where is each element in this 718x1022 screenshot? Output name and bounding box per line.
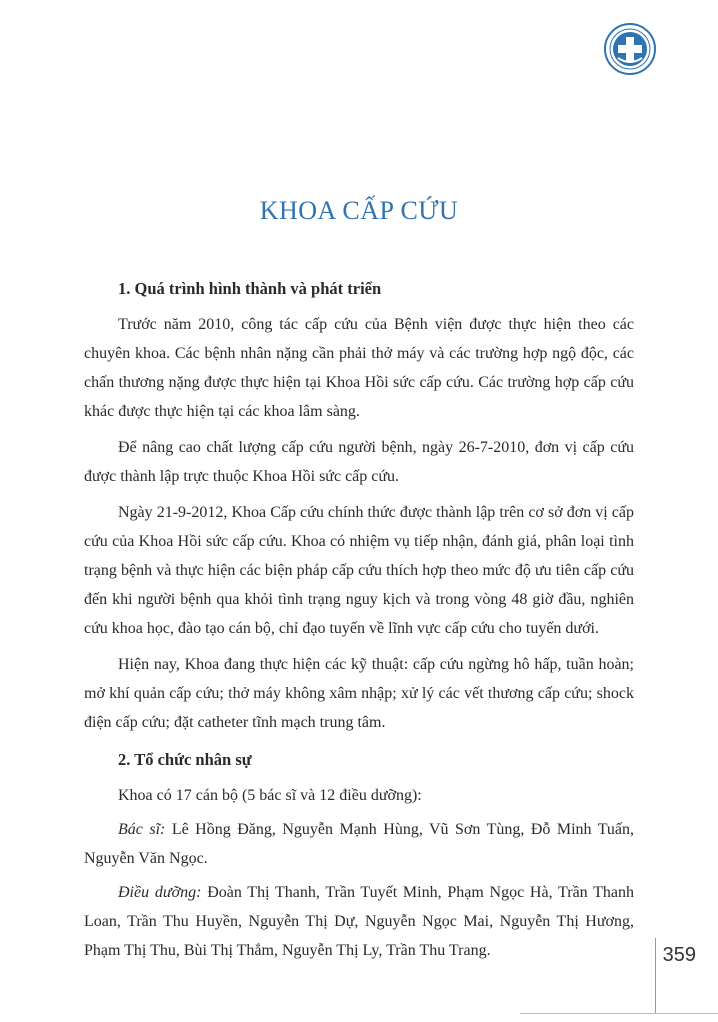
footer-rule: [520, 1013, 718, 1014]
section-heading: 1. Quá trình hình thành và phát triển: [118, 279, 382, 298]
nurses-list: Đoàn Thị Thanh, Trần Tuyết Minh, Phạm Ngọc Hà, Trần Thanh Loan, Trần Thu Huyền, Nguyễn Thị Dự, Nguyễn Ngọc Mai, Nguyễn Thị Hương, Phạm Thị Thu, Bùi Thị Thắm, Nguyễn Thị Ly, Trần Thu Trang.: [84, 884, 635, 959]
page-number: 359: [662, 944, 696, 966]
paragraph: Trước năm 2010, công tác cấp cứu của Bệnh viện được thực hiện theo các chuyên khoa. Các bệnh nhân nặng cần phải thở máy và các trường hợp ngộ độc, các chấn thương nặng được thực hiện tại Khoa Hồi sức cấp cứu. Các trường hợp cấp cứu khác được thực hiện tại các khoa lâm sàng.: [84, 316, 634, 420]
paragraph: Hiện nay, Khoa đang thực hiện các kỹ thuật: cấp cứu ngừng hô hấp, tuần hoàn; mở khí quản cấp cứu; thở máy không xâm nhập; xử lý các vết thương cấp cứu; shock điện cấp cứu; đặt catheter tĩnh mạch trung tâm.: [84, 656, 634, 731]
section-heading: 2. Tổ chức nhân sự: [118, 750, 252, 769]
page-number-divider: [655, 938, 656, 1014]
nurses-label: Điều dưỡng:: [118, 884, 202, 901]
page-title: KHOA CẤP CỨU: [259, 196, 459, 225]
doctors-list: Lê Hồng Đăng, Nguyễn Mạnh Hùng, Vũ Sơn Tùng, Đỗ Minh Tuấn, Nguyễn Văn Ngọc.: [84, 821, 635, 867]
doctors-paragraph: [84, 815, 634, 873]
hospital-cross-seal-icon: [603, 22, 657, 76]
document-body: [84, 276, 634, 970]
paragraph: Khoa có 17 cán bộ (5 bác sĩ và 12 điều dưỡng):: [118, 787, 422, 804]
nurses-paragraph: [84, 878, 634, 965]
doctors-label: Bác sĩ:: [118, 821, 166, 838]
paragraph: Ngày 21-9-2012, Khoa Cấp cứu chính thức được thành lập trên cơ sở đơn vị cấp cứu của Khoa Hồi sức cấp cứu. Khoa có nhiệm vụ tiếp nhận, đánh giá, phân loại tình trạng bệnh và thực hiện các biện pháp cấp cứu thích hợp theo mức độ ưu tiên cấp cứu đến khi người bệnh qua khỏi tình trạng nguy kịch và trong vòng 48 giờ đầu, nghiên cứu khoa học, đào tạo cán bộ, chỉ đạo tuyến về lĩnh vực cấp cứu cho tuyến dưới.: [84, 504, 634, 637]
paragraph: Để nâng cao chất lượng cấp cứu người bệnh, ngày 26-7-2010, đơn vị cấp cứu được thành lập trực thuộc Khoa Hồi sức cấp cứu.: [84, 439, 634, 485]
